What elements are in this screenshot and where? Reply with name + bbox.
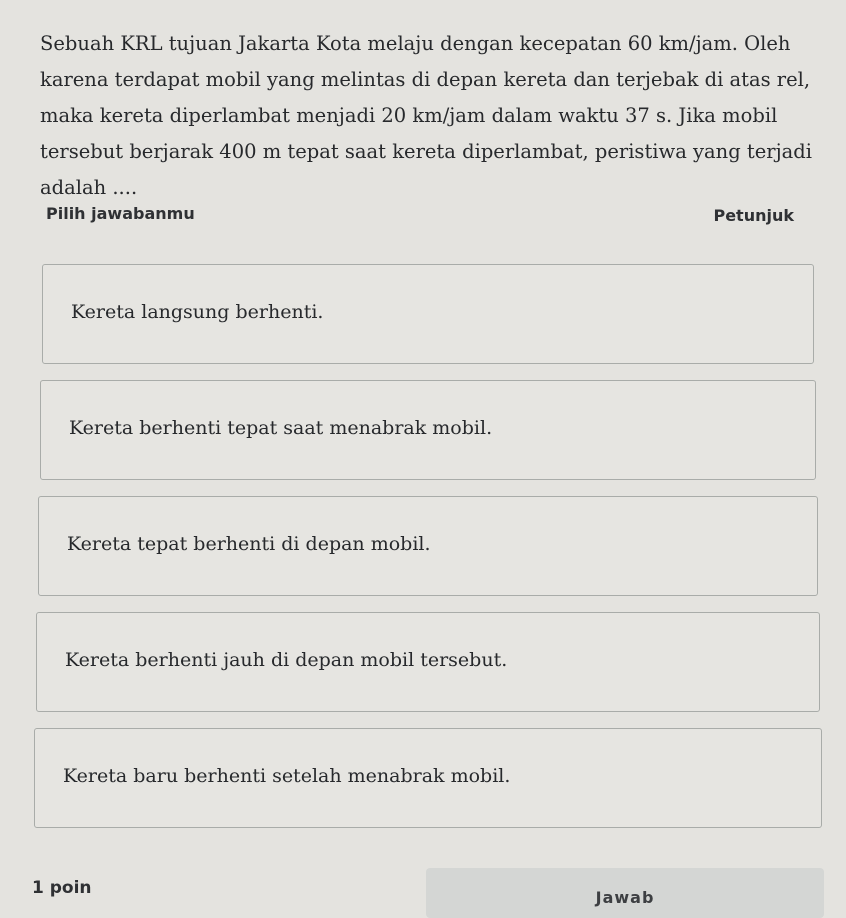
question-text: Sebuah KRL tujuan Jakarta Kota melaju dengan kecepatan 60 km/jam. Oleh karena terdapat mobil yang melintas di depan kereta dan terjebak di atas rel, maka kereta diperlambat menjadi 20 km/jam dalam waktu 37 s. Jika mobil tersebut berjarak 400 m tepat saat kereta diperlambat, peristiwa yang terjadi adalah ....: [40, 32, 813, 199]
answer-option-4[interactable]: [36, 612, 820, 712]
answer-option-3-label: Kereta tepat berhenti di depan mobil.: [67, 533, 431, 555]
submit-answer-label: Jawab: [595, 888, 655, 907]
answer-option-4-label: Kereta berhenti jauh di depan mobil tersebut.: [65, 649, 508, 671]
answer-option-1[interactable]: [42, 264, 814, 364]
answer-option-2-label: Kereta berhenti tepat saat menabrak mobil.: [69, 417, 493, 439]
choose-answer-label: Pilih jawabanmu: [46, 204, 195, 223]
submit-answer-button[interactable]: [426, 868, 824, 918]
answer-option-2[interactable]: [40, 380, 816, 480]
answer-option-5-label: Kereta baru berhenti setelah menabrak mobil.: [63, 765, 511, 787]
answer-option-5[interactable]: [34, 728, 822, 828]
answer-option-3[interactable]: [38, 496, 818, 596]
points-label: 1 poin: [32, 878, 92, 898]
answer-option-1-label: Kereta langsung berhenti.: [71, 301, 324, 323]
hint-link[interactable]: Petunjuk: [713, 206, 794, 225]
